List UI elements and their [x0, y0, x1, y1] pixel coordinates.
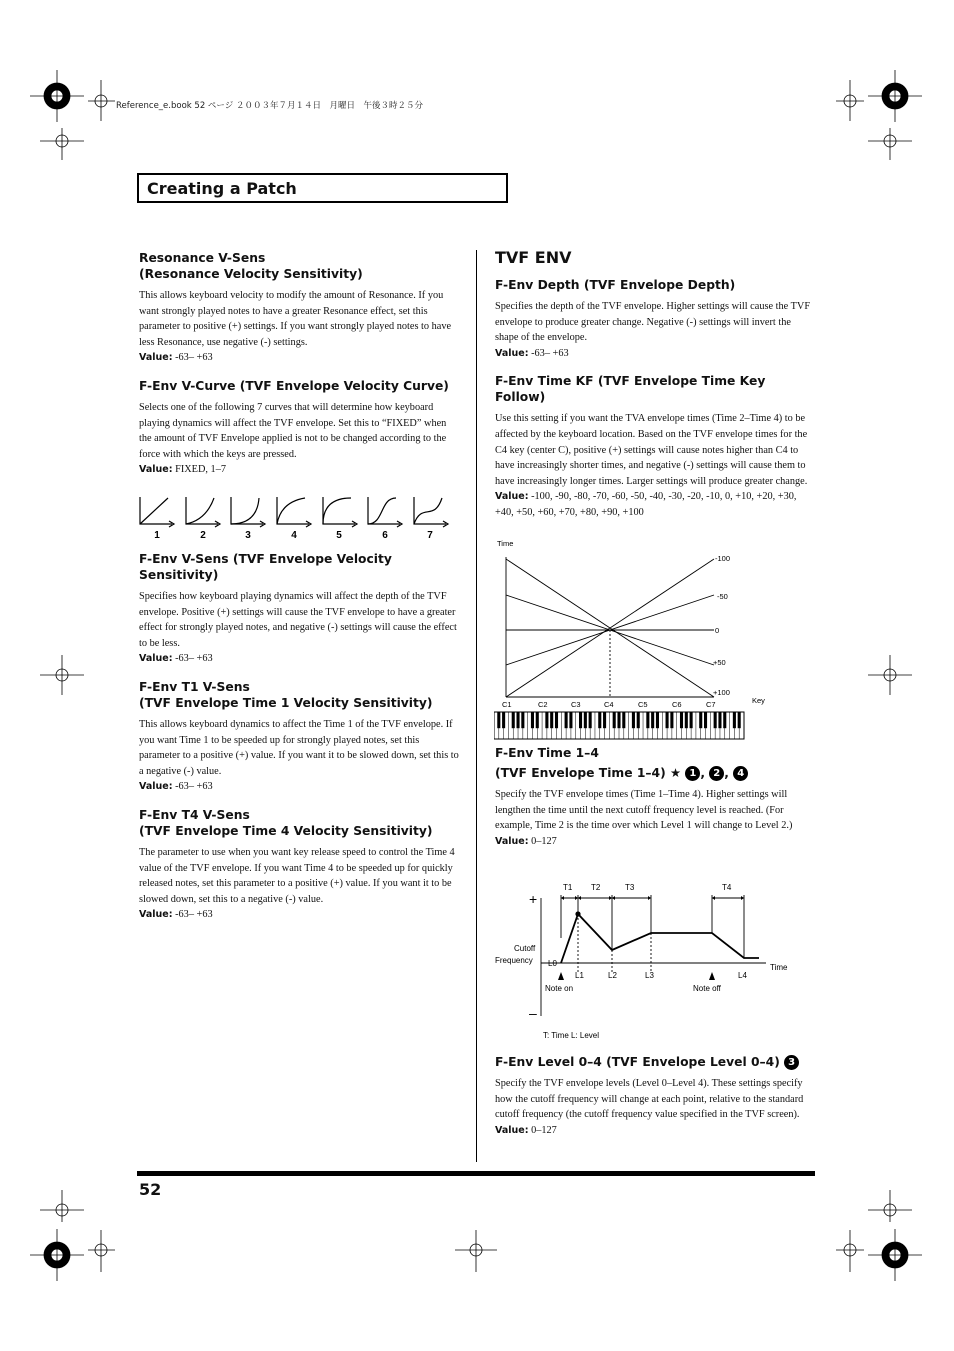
res-vsens-value: -63– +63 — [172, 352, 213, 364]
level04-body: Specify the TVF envelope levels (Level 0–Level 4). These settings specify how the cutoff frequency will change at each point, relative to the standard cutoff frequency (the cutoff frequency value specified in the TVF screen). — [495, 1078, 804, 1121]
fenv-vsens-body: Specifies how keyboard playing dynamics will affect the depth of the TVF envelope. Positive (+) settings will cause the TVF envelope to have a greater effect for strongly played notes, and negative (-) settings will cause the effect to be less. — [139, 591, 457, 649]
env-level-label: L3 — [645, 971, 654, 980]
black-key — [497, 712, 500, 728]
black-key — [646, 712, 649, 728]
page-number: 52 — [139, 1180, 162, 1199]
header-meta: Reference_e.book 52 ページ ２００３年７月１４日 月曜日 午後３時２５分 — [116, 101, 423, 111]
black-key — [555, 712, 558, 728]
res-vsens-body: This allows keyboard velocity to modify the amount of Resonance. If you want strongly played notes to have a greater Resonance effect, set this parameter to positive (+) settings. If you want strongly played notes to have less Resonance, use negative (-) settings. — [139, 290, 452, 348]
time14-value: 0–127 — [528, 835, 557, 847]
fenv-vcurve-title: F-Env V-Curve (TVF Envelope Velocity Curve) — [139, 378, 449, 393]
black-key — [680, 712, 683, 728]
kf-key-label: C4 — [604, 700, 614, 709]
black-key — [699, 712, 702, 728]
tvf-env-heading: TVF ENV — [495, 248, 572, 267]
kf-y-title: Time — [497, 539, 514, 548]
kf-key-label: C2 — [538, 700, 548, 709]
curve-5-icon — [323, 497, 357, 527]
black-key — [598, 712, 601, 728]
fenv-vsens-block — [139, 551, 459, 667]
level-point — [575, 911, 580, 916]
env-level-label: L0 — [548, 959, 557, 968]
env-level-label: L2 — [608, 971, 617, 980]
curve-3-icon — [231, 497, 265, 527]
black-key — [536, 712, 539, 728]
black-key — [723, 712, 726, 728]
curve-label: 7 — [427, 530, 433, 541]
env-level-label: L4 — [738, 971, 747, 980]
black-key — [569, 712, 572, 728]
timekf-block — [495, 373, 813, 520]
circled-number-icon: 1 — [685, 766, 700, 781]
fenv-vcurve-body: Selects one of the following 7 curves that will determine how keyboard playing dynamics will affect the TVF envelope. Set this to “FIXED” when the amount of TVF Envelope applied is not to be changed according to the force with which the keys are pressed. — [139, 401, 447, 460]
res-vsens-block — [139, 250, 459, 366]
black-key — [666, 712, 669, 728]
circled-number-icon: 4 — [733, 766, 748, 781]
black-key — [531, 712, 534, 728]
right-column-top — [495, 248, 813, 521]
value-label: Value: — [139, 909, 173, 921]
fenv-t4-title-1: F-Env T4 V-Sens — [139, 807, 250, 822]
curve-label: 4 — [291, 530, 297, 541]
value-label: Value: — [495, 1124, 529, 1136]
kf-series-label: -100 — [715, 554, 731, 563]
black-key — [589, 712, 592, 728]
fenv-t1-value: -63– +63 — [172, 781, 213, 793]
time14-title-1: F-Env Time 1–4 — [495, 746, 599, 760]
kf-key-label: C6 — [672, 700, 682, 709]
black-key — [512, 712, 515, 728]
fenv-t4-body: The parameter to use when you want key release speed to control the Time 4 value of the TVF envelope. If you want Time 4 to be speeded up for quickly released notes, set this parameter to a positive (+) value. If you want it to be slowed down, set this to a negative (-) value. — [139, 846, 455, 905]
bottom-rule — [137, 1171, 815, 1176]
kf-series-label: +100 — [713, 688, 730, 697]
minus-sign: – — [529, 1005, 537, 1021]
black-key — [565, 712, 568, 728]
curve-4-icon — [277, 497, 311, 527]
kf-key-label: C3 — [571, 700, 581, 709]
fenv-vsens-value: -63– +63 — [172, 653, 213, 665]
black-key — [617, 712, 620, 728]
fenv-vsens-title: F-Env V-Sens (TVF Envelope Velocity Sensitivity) — [139, 552, 392, 582]
fenv-vcurve-block — [139, 378, 459, 478]
velocity-curves-figure — [138, 494, 454, 542]
timekf-value: -100, -90, -80, -70, -60, -50, -40, -30, -20, -10, 0, +10, +20, +30, +40, +50, +60, +70, +80, +90, +100 — [495, 491, 797, 518]
right-column-mid: F-Env Time 1–4 (TVF Envelope Time 1–4) ★ 1 , 2 , 4 Specify the TVF envelope times (Time 1–Time 4). Higher settings will lengthen the time until the next cutoff frequency level is reached. (For example, Time 2 is the time over which Level 1 will change to Level 2.) Value: 0–127 — [495, 745, 813, 849]
res-vsens-title-1: Resonance V-Sens — [139, 251, 266, 265]
envelope-diagram — [494, 878, 794, 1046]
note-on-label: Note on — [545, 984, 574, 993]
black-key — [690, 712, 693, 728]
black-key — [603, 712, 606, 728]
black-key — [733, 712, 736, 728]
curve-label: 1 — [154, 530, 160, 541]
curve-2-icon — [186, 497, 220, 527]
curve-7-icon — [414, 497, 448, 527]
depth-value: -63– +63 — [528, 347, 569, 359]
black-key — [704, 712, 707, 728]
black-key — [545, 712, 548, 728]
fenv-t1-title-2: (TVF Envelope Time 1 Velocity Sensitivity) — [139, 695, 433, 710]
value-label: Value: — [495, 835, 529, 847]
column-divider — [476, 250, 477, 1162]
curve-label: 6 — [382, 530, 388, 541]
section-title-box — [137, 173, 508, 203]
timekf-title: F-Env Time KF (TVF Envelope Time Key Follow) — [495, 374, 766, 405]
env-level-label: L1 — [575, 971, 584, 980]
note-off-marker-icon — [709, 972, 715, 980]
fenv-vcurve-value: FIXED, 1–7 — [172, 464, 227, 476]
level04-value: 0–127 — [528, 1124, 557, 1136]
value-label: Value: — [139, 781, 173, 793]
circled-number-icon: 3 — [784, 1055, 799, 1070]
keyboard-graphic — [494, 712, 744, 739]
black-key — [550, 712, 553, 728]
black-key — [517, 712, 520, 728]
kf-key-label: C5 — [638, 700, 648, 709]
env-time-label: T1 — [563, 883, 573, 892]
kf-key-label: C1 — [502, 700, 512, 709]
black-key — [718, 712, 721, 728]
left-column-lower — [139, 551, 459, 923]
black-key — [670, 712, 673, 728]
env-y-title-1: Cutoff — [514, 944, 536, 953]
right-column-bottom — [495, 1054, 813, 1138]
value-label: Value: — [495, 347, 529, 359]
envelope-curve — [561, 914, 759, 963]
plus-sign: + — [529, 891, 538, 907]
fenv-t4-block — [139, 807, 459, 923]
env-legend: T: Time L: Level — [543, 1031, 600, 1040]
curve-label: 2 — [200, 530, 206, 541]
res-vsens-title-2: (Resonance Velocity Sensitivity) — [139, 267, 363, 281]
curve-label: 3 — [245, 530, 251, 541]
black-key — [738, 712, 741, 728]
value-label: Value: — [139, 653, 173, 665]
note-on-marker-icon — [558, 972, 564, 980]
fenv-t4-value: -63– +63 — [172, 909, 213, 921]
black-key — [637, 712, 640, 728]
black-key — [579, 712, 582, 728]
fenv-t1-body: This allows keyboard dynamics to affect the Time 1 of the TVF envelope. If you want Time 1 to be speeded up for strongly played notes, set this parameter to a positive (+) value. If you want it to be slowed down, set this to a negative (-) value. — [139, 718, 459, 777]
fenv-t1-block — [139, 679, 459, 795]
black-key — [651, 712, 654, 728]
black-key — [584, 712, 587, 728]
black-key — [632, 712, 635, 728]
black-key — [656, 712, 659, 728]
kf-series-label: +50 — [713, 658, 726, 667]
kf-x-title: Key — [752, 696, 765, 705]
env-time-label: T4 — [722, 883, 732, 892]
time-kf-diagram — [494, 535, 784, 745]
env-y-title-2: Frequency — [495, 956, 533, 965]
kf-key-label: C7 — [706, 700, 716, 709]
value-label: Value: — [139, 352, 173, 364]
depth-body: Specifies the depth of the TVF envelope. Higher settings will cause the TVF envelope to produce greater change. Negative (-) settings will invert the shape of the envelope. — [495, 301, 811, 344]
circled-number-icon: 2 — [709, 766, 724, 781]
curve-label: 5 — [336, 530, 342, 541]
timekf-body: Use this setting if you want the TVA envelope times (Time 2–Time 4) to be affected by the keyboard location. Based on the TVF envelope times for the C4 key (center C), positive (+) settings will cause notes higher than C4 to have increasingly shorter times, and negative (-) settings will cause them to have increasingly longer times. Larger settings will produce greater change. — [495, 413, 808, 487]
black-key — [502, 712, 505, 728]
section-title: Creating a Patch — [147, 179, 297, 198]
env-time-label: T2 — [591, 883, 601, 892]
note-off-label: Note off — [693, 984, 721, 993]
fenv-t4-title-2: (TVF Envelope Time 4 Velocity Sensitivity) — [139, 823, 433, 838]
black-key — [714, 712, 717, 728]
env-time-label: T3 — [625, 883, 635, 892]
depth-title: F-Env Depth (TVF Envelope Depth) — [495, 278, 736, 292]
star-icon: ★ — [670, 766, 682, 780]
env-x-title: Time — [770, 963, 788, 972]
value-label: Value: — [495, 491, 529, 503]
depth-block — [495, 277, 813, 361]
kf-series-label: 0 — [715, 626, 720, 635]
black-key — [613, 712, 616, 728]
kf-series-label: -50 — [717, 592, 728, 601]
black-key — [685, 712, 688, 728]
time14-body: Specify the TVF envelope times (Time 1–Time 4). Higher settings will lengthen the time until the next cutoff frequency level is reached. (For example, Time 2 is the time over which Level 1 will change to Level 2.) — [495, 789, 793, 832]
level04-title: F-Env Level 0–4 (TVF Envelope Level 0–4) — [495, 1055, 780, 1069]
left-column — [139, 250, 459, 478]
value-label: Value: — [139, 464, 173, 476]
time14-title-2: (TVF Envelope Time 1–4) — [495, 766, 666, 780]
black-key — [521, 712, 524, 728]
curve-6-icon — [368, 497, 402, 527]
curve-1-icon — [140, 497, 174, 527]
fenv-t1-title-1: F-Env T1 V-Sens — [139, 679, 250, 694]
black-key — [622, 712, 625, 728]
